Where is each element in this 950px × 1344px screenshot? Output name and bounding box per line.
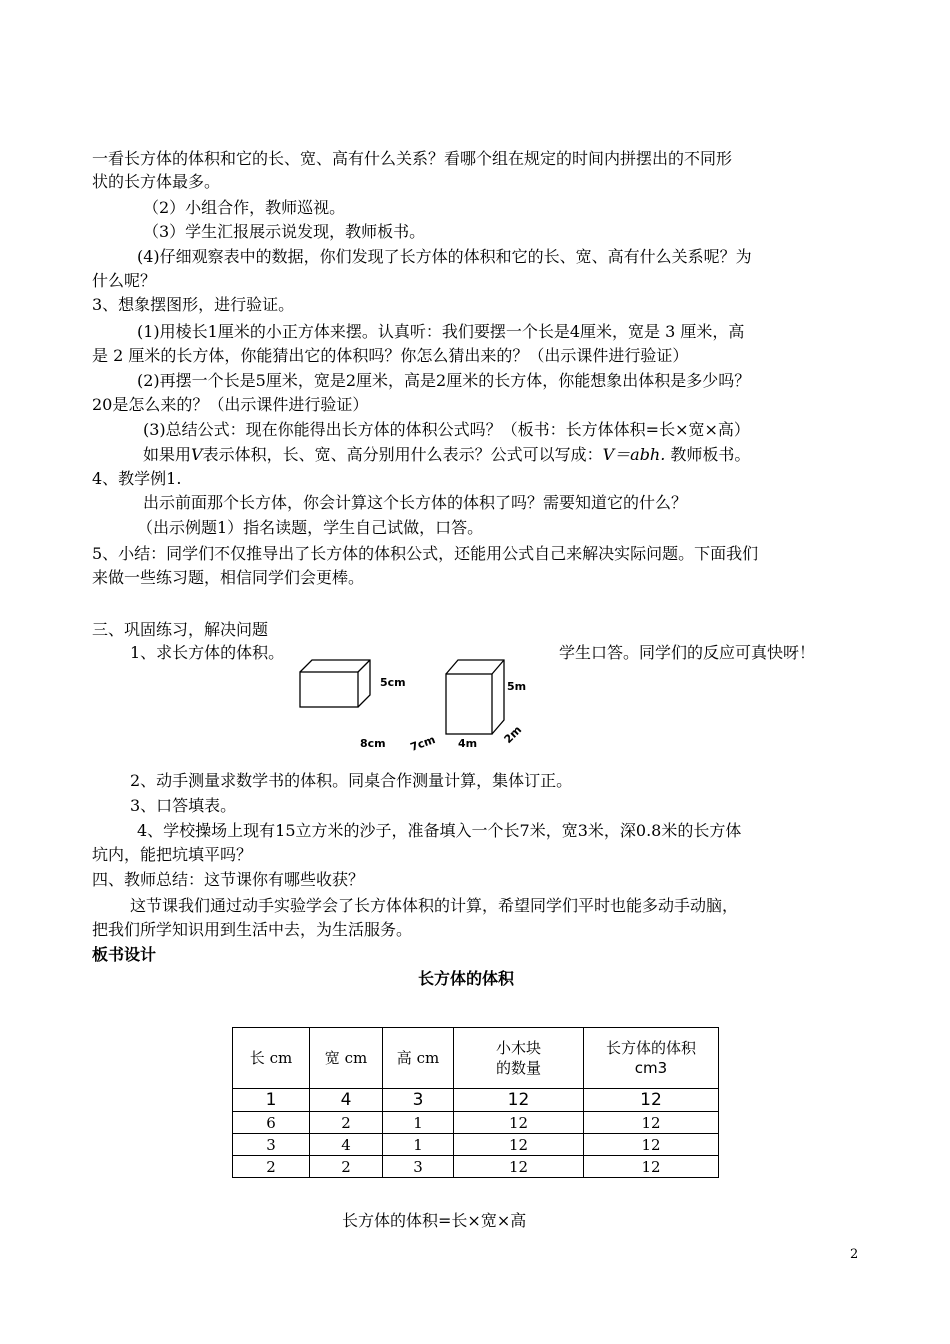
box1-length-label: 8cm (360, 737, 386, 750)
header-text: 长方体的体积 (605, 1039, 696, 1057)
table-row (233, 1112, 719, 1134)
exercise-4: 4、学校操场上现有15立方米的沙子，准备填入一个长7米，宽3米，深0.8米的长方体 (137, 821, 742, 840)
table-cell: 2 (310, 1112, 383, 1134)
board-design-heading: 板书设计 (92, 945, 157, 964)
volume-formula: 长方体的体积=长×宽×高 (342, 1211, 527, 1230)
formula-line (143, 444, 750, 466)
box2-width-label: 2m (501, 723, 525, 747)
exercise-1: 1、求长方体的体积。 (130, 643, 285, 662)
page-number: 2 (850, 1247, 859, 1262)
box1-height-label: 5cm (380, 676, 406, 689)
section-heading: 4、教学例1. (92, 469, 182, 488)
table-cell: 12 (454, 1089, 584, 1112)
header-width: 宽 cm (310, 1028, 383, 1089)
text-line: 来做一些练习题，相信同学们会更棒。 (92, 568, 365, 587)
text-line: 是 2 厘米的长方体，你能猜出它的体积吗？你怎么猜出来的？（出示课件进行验证） (92, 346, 689, 365)
text-span: 表示体积，长、宽、高分别用什么表示？公式可以写成： (202, 445, 603, 464)
text-line: 出示前面那个长方体，你会计算这个长方体的体积了吗？需要知道它的什么？ (143, 493, 688, 512)
table-cell: 12 (584, 1112, 719, 1134)
text-line: 坑内，能把坑填平吗？ (92, 845, 253, 864)
exercise-2: 2、动手测量求数学书的体积。同桌合作测量计算，集体订正。 (130, 771, 573, 790)
text-line: （出示例题1）指名读题，学生自己试做，口答。 (137, 518, 484, 537)
text-line: (1)用棱长1厘米的小正方体来摆。认真听：我们要摆一个长是4厘米，宽是 3 厘米，高 (137, 322, 745, 341)
table-cell: 12 (584, 1156, 719, 1178)
section-heading: 三、巩固练习，解决问题 (92, 620, 269, 639)
table-row (233, 1089, 719, 1112)
text-line: (3)总结公式：现在你能得出长方体的体积公式吗？（板书：长方体体积=长×宽×高） (143, 420, 750, 439)
box2-length-label: 4m (458, 737, 478, 750)
cuboid-2 (446, 660, 504, 734)
text-line: 把我们所学知识用到生活中去，为生活服务。 (92, 920, 413, 939)
text-line: （3）学生汇报展示说发现，教师板书。 (143, 222, 426, 241)
cuboid-figure (290, 650, 540, 760)
text-line: （2）小组合作，教师巡视。 (143, 198, 346, 217)
text-span: 如果用 (143, 445, 192, 464)
text-line: 状的长方体最多。 (92, 172, 221, 191)
table-cell: 12 (454, 1156, 584, 1178)
box1-width-label: 7cm (408, 733, 438, 754)
table-cell: 3 (233, 1134, 310, 1156)
table-cell: 3 (383, 1089, 454, 1112)
table-row (233, 1134, 719, 1156)
text-line: 一看长方体的体积和它的长、宽、高有什么关系？看哪个组在规定的时间内拼摆出的不同形 (92, 149, 733, 168)
text-line: (2)再摆一个长是5厘米，宽是2厘米，高是2厘米的长方体，你能想象出体积是多少吗？ (137, 371, 751, 390)
text-line: 5、小结：同学们不仅推导出了长方体的体积公式，还能用公式自己来解决实际问题。下面我们 (92, 544, 759, 563)
data-table (232, 1027, 719, 1178)
header-text: 的数量 (495, 1059, 541, 1077)
exercise-1-note: 学生口答。同学们的反应可真快呀！ (559, 643, 816, 662)
table-header-row (233, 1028, 719, 1089)
table-cell: 2 (233, 1156, 310, 1178)
variable-v: V (191, 445, 203, 464)
table-cell: 1 (233, 1089, 310, 1112)
table-cell: 12 (584, 1134, 719, 1156)
table-cell: 1 (383, 1112, 454, 1134)
cuboid-1 (300, 660, 370, 707)
header-block-count (454, 1028, 584, 1089)
table-row (233, 1156, 719, 1178)
table-cell: 2 (310, 1156, 383, 1178)
table-cell: 4 (310, 1089, 383, 1112)
header-height: 高 cm (383, 1028, 454, 1089)
formula-abh: V＝abh. (602, 445, 666, 464)
table-cell: 12 (454, 1112, 584, 1134)
section-heading: 3、想象摆图形，进行验证。 (92, 295, 295, 314)
header-length: 长 cm (233, 1028, 310, 1089)
box2-height-label: 5m (507, 680, 527, 693)
table-cell: 4 (310, 1134, 383, 1156)
text-line: 20是怎么来的？（出示课件进行验证） (92, 395, 369, 414)
table-cell: 12 (454, 1134, 584, 1156)
header-volume (584, 1028, 719, 1089)
text-line: 什么呢？ (92, 271, 157, 290)
text-line: (4)仔细观察表中的数据，你们发现了长方体的体积和它的长、宽、高有什么关系呢？为 (137, 247, 752, 266)
header-text: 小木块 (495, 1039, 541, 1057)
board-title: 长方体的体积 (418, 969, 515, 988)
text-span: 教师板书。 (665, 445, 751, 464)
exercise-3: 3、口答填表。 (130, 796, 237, 815)
header-unit: cm3 (634, 1059, 668, 1077)
table-cell: 12 (584, 1089, 719, 1112)
table-cell: 6 (233, 1112, 310, 1134)
text-line: 这节课我们通过动手实验学会了长方体体积的计算，希望同学们平时也能多动手动脑， (130, 896, 739, 915)
section-heading: 四、教师总结：这节课你有哪些收获？ (92, 870, 365, 889)
table-cell: 3 (383, 1156, 454, 1178)
table-cell: 1 (383, 1134, 454, 1156)
